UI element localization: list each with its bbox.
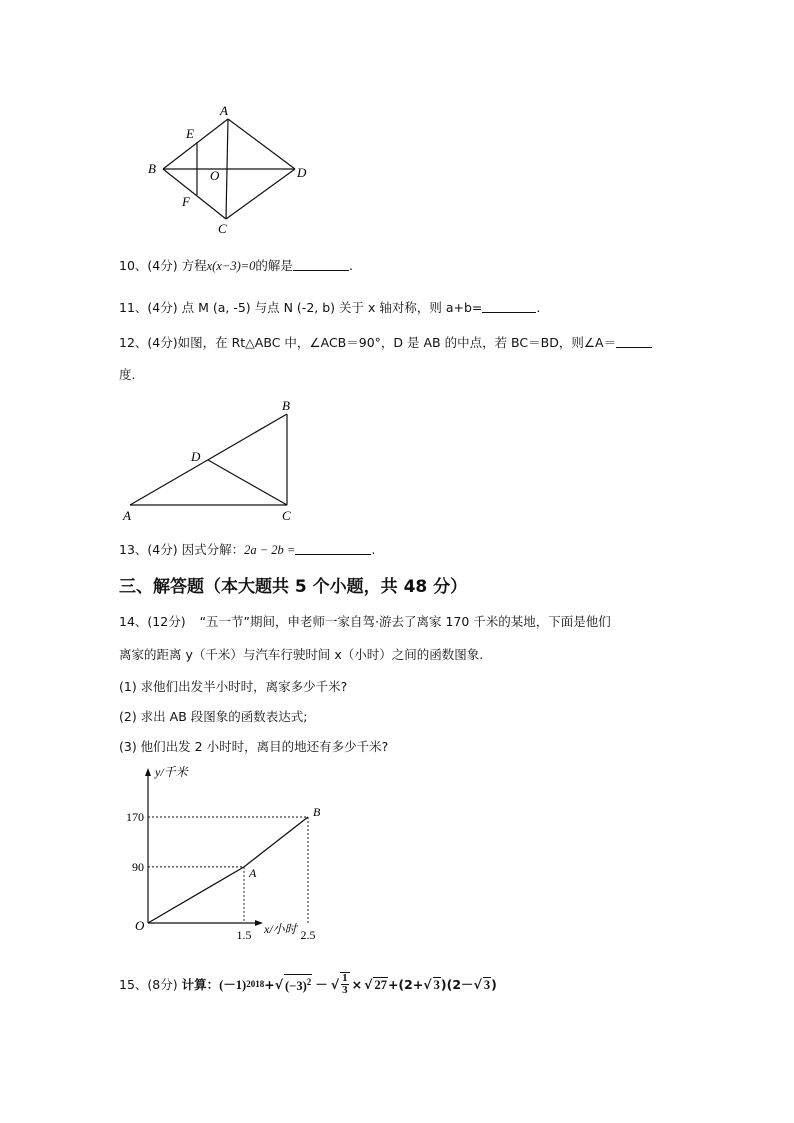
x-axis-label: x/小时 [264,922,297,936]
q15-sq-inner: (−3) [285,979,307,994]
question-14-line1 [119,612,611,630]
y-tick-label: 90 [132,859,144,874]
q12-number: 12、 [119,335,148,350]
label-B: B [148,161,156,176]
y-axis-arrow [145,768,151,776]
q14-part-2: (2) 求出 AB 段图象的函数表达式; [119,709,308,724]
q15-sqrt-square [284,974,312,993]
sqrt-symbol: √ [274,976,284,992]
q15-term-base: (－1) [219,978,247,992]
q10-text-after: 的解是 [255,258,293,273]
question-10 [119,256,353,274]
y-axis-label: y/千米 [155,765,188,779]
q14-line2: 离家的距离 y（千米）与汽车行驶时间 x（小时）之间的函数图象. [119,647,484,662]
sqrt-symbol: √ [423,976,432,992]
sqrt-symbol: √ [473,976,482,992]
q15-sqrt-3a: 3 [433,977,440,992]
segment-AB [163,119,228,169]
label-D: D [191,449,201,464]
segment-CD [226,169,295,219]
question-15 [119,972,497,996]
q14-line1: “五一节”期间，申老师一家自驾·游去了离家 170 千米的某地，下面是他们 [199,614,611,629]
q13-text: 因式分解： [181,542,245,557]
q15-sqrt-fraction [340,972,350,996]
q10-answer-blank[interactable] [293,258,349,271]
q15-frac-num: 1 [342,972,348,984]
q11-end: . [536,300,541,315]
q10-text: 方程 [181,258,207,273]
segment-DC [208,460,287,505]
q14-part-1: (1) 求他们出发半小时时，离家多少千米? [119,679,348,694]
label-C: C [218,221,227,236]
q15-minus: － [315,977,328,992]
distance-time-chart [115,760,321,945]
point-label-B: B [313,805,321,819]
label-O: O [210,168,220,183]
label-B: B [282,398,290,413]
question-13 [119,540,375,558]
sqrt-symbol: √ [364,976,373,992]
q15-score: (8分) [147,977,178,992]
q13-number: 13、 [119,542,148,557]
question-12 [119,333,652,351]
question-14-line2 [119,645,483,663]
q15-sq-exp: 2 [306,977,312,988]
q15-number: 15、 [119,977,148,992]
y-tick-label: 170 [126,810,144,824]
q15-term-exp: 2018 [246,979,265,989]
label-A: A [220,103,228,118]
segment-AD [228,119,295,169]
q15-plus2: +(2+ [387,976,424,992]
x-axis-arrow [255,920,263,926]
q12-unit: 度. [119,367,136,382]
q10-equation: x(x−3)=0 [206,259,256,273]
q15-close: ) [491,976,497,992]
point-label-A: A [249,865,257,880]
label-D: D [297,165,307,180]
label-E: E [186,126,194,141]
triangle-figure [115,395,315,527]
q10-end: . [348,258,353,273]
q12-text: 如图，在 Rt△ABC 中，∠ACB＝90°，D 是 AB 的中点，若 BC＝BD，则∠A＝ [177,335,617,350]
label-C: C [282,508,291,523]
label-F: F [182,194,190,209]
origin-label: O [135,918,145,933]
x-tick-label: 2.5 [300,928,316,942]
q15-frac-den: 3 [342,984,348,996]
q15-sqrt-3b: 3 [483,977,491,992]
q13-end: . [371,542,376,557]
q11-number: 11、 [119,300,148,315]
q10-score: (4分) [147,258,178,273]
label-A: A [123,508,131,523]
q15-text: 计算： [181,977,220,992]
series-line-OAB [148,817,308,923]
q11-text: 点 M (a, -5) 与点 N (-2, b) 关于 x 轴对称，则 a+b= [181,300,483,315]
q15-times: × [351,976,363,992]
question-12-unit [119,365,135,383]
q14-part-3: (3) 他们出发 2 小时时，离目的地还有多少千米? [119,739,389,754]
q15-sqrt-27: 27 [374,977,387,992]
q14-score: (12分) [147,614,186,629]
q11-answer-blank[interactable] [482,300,536,313]
q11-score: (4分) [147,300,178,315]
rhombus-figure [140,100,320,240]
q15-mid: )(2－ [440,977,474,992]
q14-number: 14、 [119,614,148,629]
q13-expression: 2a − 2b = [244,543,296,557]
q10-number: 10、 [119,258,148,273]
x-tick-label: 1.5 [236,928,252,942]
q13-score: (4分) [147,542,178,557]
sqrt-symbol: √ [330,976,340,992]
q12-score: (4分) [147,335,178,350]
section-3-title: 三、解答题（本大题共 5 个小题，共 48 分） [119,577,468,597]
q12-answer-blank[interactable] [616,335,652,348]
q13-answer-blank[interactable] [295,542,371,555]
q15-plus1: + [264,976,275,992]
question-11 [119,298,540,316]
